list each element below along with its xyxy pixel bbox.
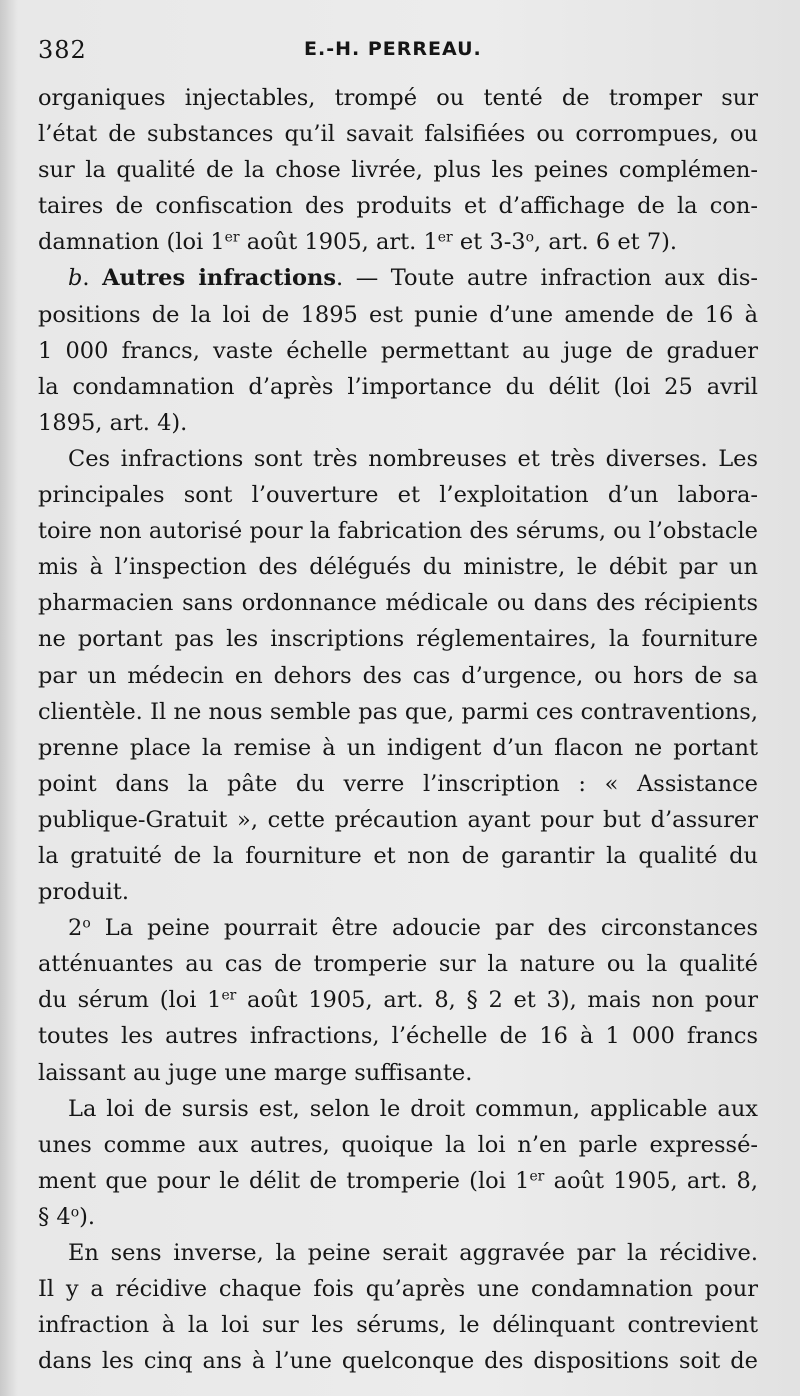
text-segment: organiques injectables, trompé ou tenté de tromper sur bbox=[38, 85, 758, 111]
superscript: er bbox=[437, 229, 453, 246]
superscript: er bbox=[221, 987, 237, 1004]
text-segment: taires de confiscation des produits et d’affichage de la con- bbox=[38, 193, 758, 220]
text-segment: Ces infractions sont très nombreuses et très diverses. Les bbox=[68, 445, 758, 472]
text-segment: 2 bbox=[68, 915, 83, 942]
text-segment: prenne place la remise à un indigent d’un flacon ne portant bbox=[38, 734, 758, 761]
text-line bbox=[38, 946, 758, 982]
text-segment: En sens inverse, la peine serait aggravée par la récidive. bbox=[68, 1240, 758, 1266]
text-line bbox=[38, 766, 758, 802]
text-line bbox=[38, 513, 758, 549]
text-segment: . bbox=[82, 265, 103, 292]
text-segment: produit. bbox=[38, 879, 129, 906]
text-line bbox=[38, 333, 758, 369]
text-segment: toutes les autres infractions, l’échelle de 16 à 1 000 francs bbox=[38, 1023, 758, 1050]
text-segment: Autres infractions bbox=[102, 265, 337, 292]
text-segment: . — Toute autre infraction aux dis- bbox=[336, 265, 758, 292]
text-segment: ). bbox=[79, 1203, 96, 1230]
text-segment: 1895, art. 4). bbox=[38, 409, 188, 436]
text-line bbox=[38, 910, 758, 946]
text-segment: b bbox=[68, 265, 83, 292]
text-segment: 1 000 francs, vaste échelle permettant au juge de graduer bbox=[38, 337, 758, 364]
text-line bbox=[38, 188, 758, 224]
body-text bbox=[38, 80, 758, 1379]
text-segment: sur la qualité de la chose livrée, plus les peines complémen- bbox=[38, 157, 758, 184]
running-head: E.-H. PERREAU. bbox=[304, 38, 482, 60]
text-line bbox=[38, 441, 758, 477]
text-line bbox=[38, 982, 758, 1018]
text-segment: la condamnation d’après l’importance du délit (loi 25 avril bbox=[38, 373, 758, 400]
text-line bbox=[38, 549, 758, 585]
text-line bbox=[38, 658, 758, 694]
text-line bbox=[38, 1163, 758, 1199]
superscript: er bbox=[224, 229, 240, 246]
superscript: o bbox=[525, 229, 535, 246]
text-segment: infraction à la loi sur les sérums, le délinquant contrevient bbox=[38, 1312, 758, 1339]
text-line bbox=[38, 80, 758, 116]
text-segment: et 3-3 bbox=[452, 229, 526, 256]
text-segment: la gratuité de la fourniture et non de garantir la qualité du bbox=[38, 842, 758, 869]
text-line bbox=[38, 116, 758, 152]
page-number: 382 bbox=[38, 36, 87, 64]
text-line bbox=[38, 1199, 758, 1235]
text-segment: toire non autorisé pour la fabrication des sérums, ou l’obstacle bbox=[38, 518, 758, 545]
text-segment: § 4 bbox=[38, 1203, 71, 1230]
text-segment: août 1905, art. 8, § 2 et 3), mais non pour bbox=[236, 987, 759, 1014]
text-segment: La peine pourrait être adoucie par des circonstances bbox=[90, 915, 758, 942]
text-segment: ne portant pas les inscriptions réglementaires, la fourniture bbox=[38, 626, 758, 653]
text-line bbox=[38, 1235, 758, 1271]
text-line bbox=[38, 874, 758, 910]
text-line bbox=[38, 1307, 758, 1343]
text-line bbox=[38, 224, 758, 260]
text-segment: unes comme aux autres, quoique la loi n’en parle expressé- bbox=[38, 1131, 758, 1158]
superscript: er bbox=[529, 1168, 545, 1185]
text-segment: atténuantes au cas de tromperie sur la nature ou la qualité bbox=[38, 951, 758, 978]
text-segment: dans les cinq ans à l’une quelconque des dispositions soit de bbox=[38, 1348, 758, 1375]
text-line bbox=[38, 1091, 758, 1127]
text-segment: publique-Gratuit », cette précaution ayant pour but d’assurer bbox=[38, 806, 758, 833]
superscript: o bbox=[82, 915, 91, 932]
text-segment: pharmacien sans ordonnance médicale ou dans des récipients bbox=[38, 590, 758, 617]
text-line bbox=[38, 694, 758, 730]
text-segment: août 1905, art. 1 bbox=[239, 229, 438, 256]
text-segment: l’état de substances qu’il savait falsifiées ou corrompues, ou bbox=[38, 121, 758, 148]
text-line bbox=[38, 802, 758, 838]
text-segment: positions de la loi de 1895 est punie d’une amende de 16 à bbox=[38, 301, 758, 328]
text-segment: par un médecin en dehors des cas d’urgence, ou hors de sa bbox=[38, 662, 758, 689]
text-segment: Il y a récidive chaque fois qu’après une condamnation pour bbox=[38, 1276, 758, 1303]
text-segment: , art. 6 et 7). bbox=[534, 229, 678, 256]
text-line bbox=[38, 838, 758, 874]
text-line bbox=[38, 1127, 758, 1163]
text-segment: point dans la pâte du verre l’inscription : « Assistance bbox=[38, 770, 758, 797]
text-segment: principales sont l’ouverture et l’exploitation d’un labora- bbox=[38, 482, 758, 509]
text-line bbox=[38, 1271, 758, 1307]
text-line bbox=[38, 152, 758, 188]
text-line bbox=[38, 405, 758, 441]
text-segment: laissant au juge une marge suffisante. bbox=[38, 1059, 473, 1086]
text-line bbox=[38, 1055, 758, 1091]
text-line bbox=[38, 297, 758, 333]
text-segment: mis à l’inspection des délégués du ministre, le débit par un bbox=[38, 554, 758, 581]
text-segment: août 1905, art. 8, bbox=[544, 1167, 758, 1194]
text-segment: ment que pour le délit de tromperie (loi 1 bbox=[38, 1167, 530, 1194]
text-segment: damnation (loi 1 bbox=[38, 229, 225, 256]
text-line bbox=[38, 1343, 758, 1379]
text-line bbox=[38, 621, 758, 657]
text-line bbox=[38, 260, 758, 296]
text-line bbox=[38, 369, 758, 405]
text-line bbox=[38, 585, 758, 621]
text-line bbox=[38, 730, 758, 766]
superscript: o bbox=[70, 1204, 80, 1221]
text-segment: La loi de sursis est, selon le droit commun, applicable aux bbox=[68, 1095, 758, 1122]
text-segment: clientèle. Il ne nous semble pas que, parmi ces contraventions, bbox=[38, 698, 758, 725]
page-header bbox=[38, 36, 758, 76]
text-segment: du sérum (loi 1 bbox=[38, 987, 222, 1014]
text-line bbox=[38, 477, 758, 513]
text-line bbox=[38, 1018, 758, 1054]
